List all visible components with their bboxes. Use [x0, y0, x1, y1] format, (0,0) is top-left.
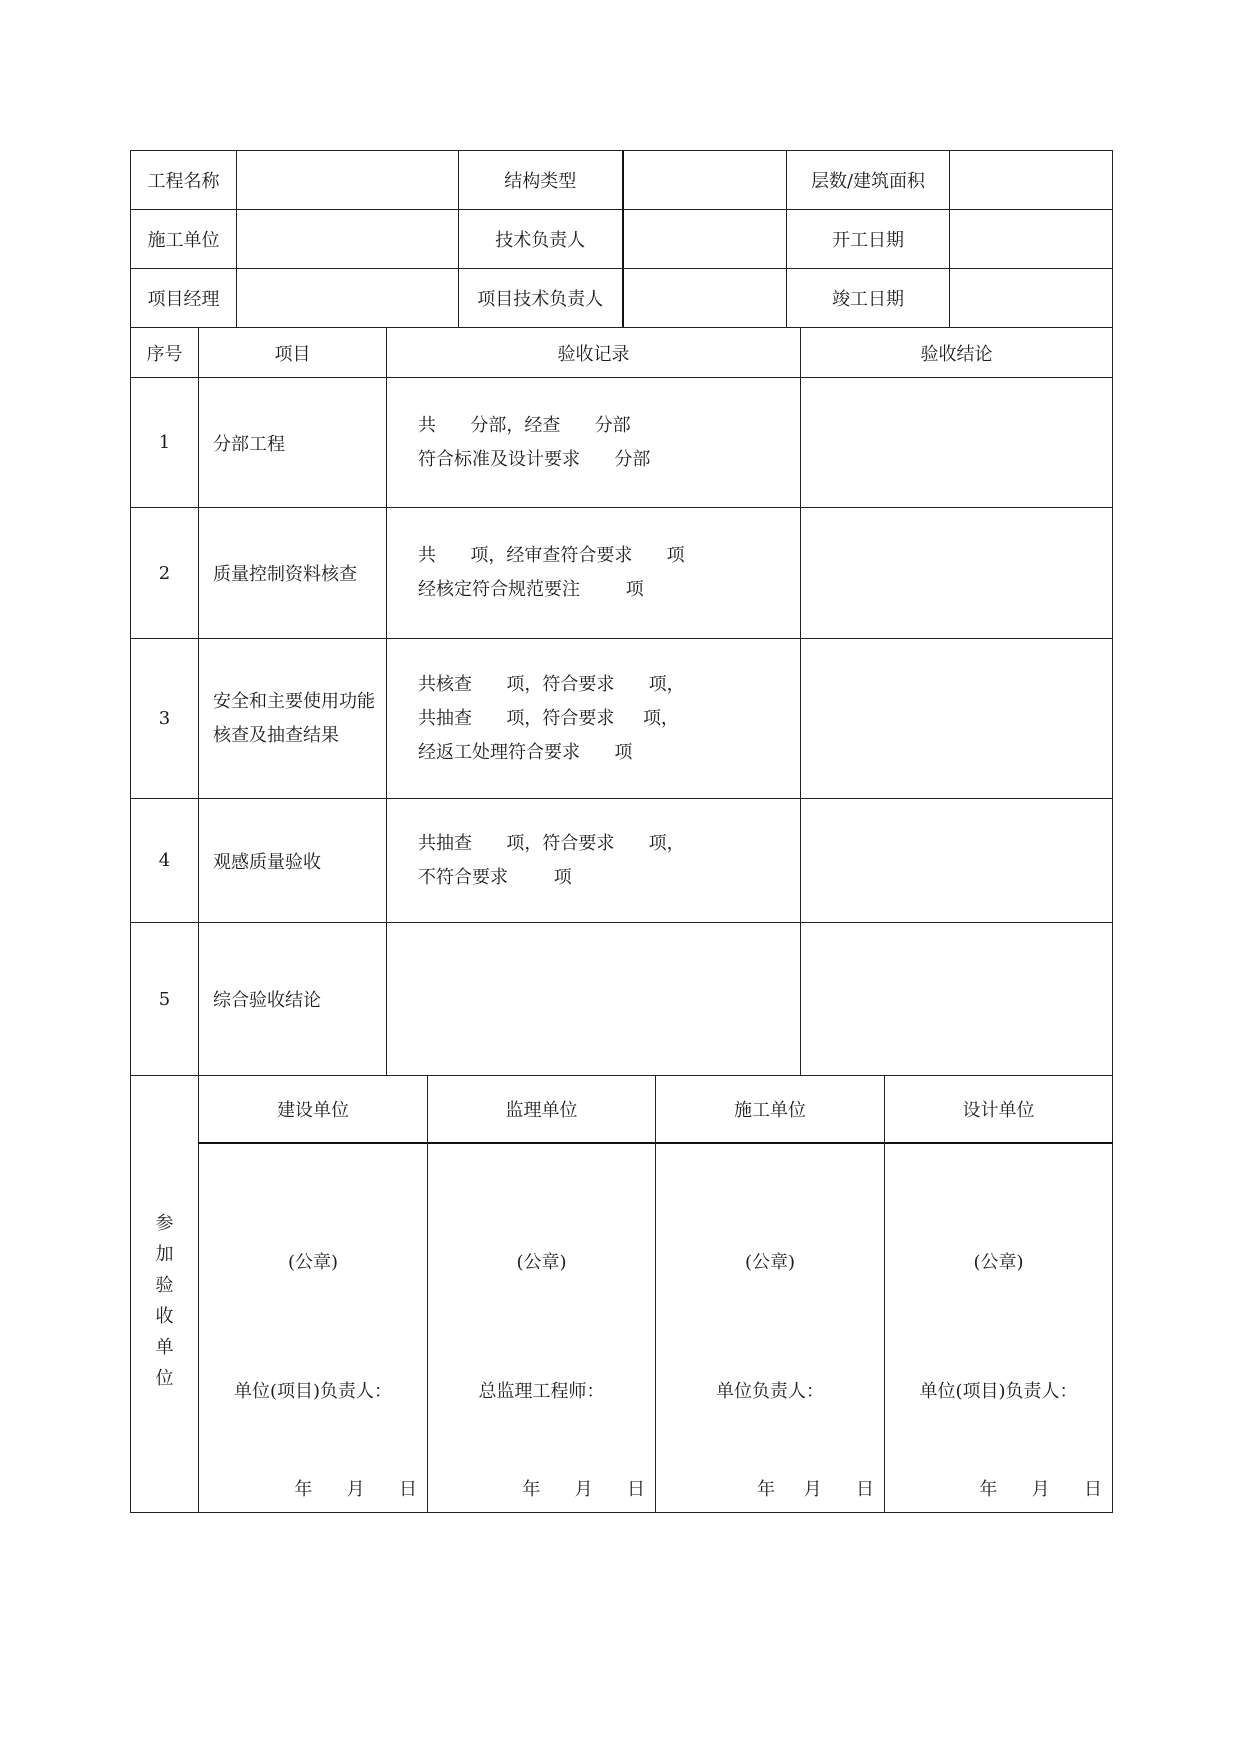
responsible-label: 总监理工程师： [478, 1380, 605, 1402]
participants-sign-row [131, 1143, 1113, 1513]
participants-header-row [131, 1076, 1113, 1143]
record-line: 共抽查 项，符合要求 项， [418, 707, 679, 729]
acceptance-items-table [130, 327, 1113, 1076]
record-line: 共核查 项，符合要求 项， [418, 673, 685, 695]
info-value-cell[interactable] [237, 269, 459, 328]
record-line: 共抽查 项，符合要求 项， [418, 832, 685, 854]
info-value-cell[interactable] [623, 210, 787, 269]
info-value-cell[interactable] [237, 210, 459, 269]
item-row [131, 799, 1113, 923]
side-char: 收 [155, 1305, 174, 1327]
seal-text: (公章) [973, 1251, 1024, 1273]
info-value-cell[interactable] [237, 151, 459, 210]
side-char: 参 [155, 1212, 174, 1234]
item-row [131, 508, 1113, 639]
info-label: 项目经理 [131, 269, 237, 328]
col-header-no: 序号 [131, 328, 199, 378]
info-value-cell[interactable] [950, 151, 1113, 210]
acceptance-form [130, 150, 1112, 1513]
item-conclusion[interactable] [801, 378, 1113, 508]
record-line: 经核定符合规范要注 项 [418, 579, 644, 600]
date-line: 年 月 日 [294, 1478, 417, 1500]
info-label: 工程名称 [131, 151, 237, 210]
info-value-cell[interactable] [950, 210, 1113, 269]
info-label: 竣工日期 [787, 269, 950, 328]
item-row [131, 639, 1113, 799]
seal-text: (公章) [516, 1251, 567, 1273]
responsible-label: 单位(项目)负责人： [233, 1380, 393, 1402]
unit-sign-cell[interactable] [428, 1143, 656, 1513]
item-name: 安全和主要使用功能核查及抽查结果 [199, 639, 387, 799]
item-record[interactable] [387, 639, 801, 799]
info-value-cell[interactable] [950, 269, 1113, 328]
unit-sign-cell[interactable] [656, 1143, 885, 1513]
item-no: 5 [131, 923, 199, 1076]
col-header-item: 项目 [199, 328, 387, 378]
date-line: 年 月 日 [757, 1478, 874, 1500]
item-conclusion[interactable] [801, 923, 1113, 1076]
item-conclusion[interactable] [801, 639, 1113, 799]
responsible-label: 单位(项目)负责人： [919, 1380, 1078, 1402]
info-row [131, 210, 1113, 269]
side-char: 位 [155, 1367, 174, 1389]
record-line: 不符合要求 项 [418, 866, 572, 888]
side-char: 加 [155, 1243, 174, 1265]
item-no: 3 [131, 639, 199, 799]
item-no: 1 [131, 378, 199, 508]
info-label: 开工日期 [787, 210, 950, 269]
seal-text: (公章) [287, 1251, 339, 1273]
item-record[interactable] [387, 378, 801, 508]
info-row [131, 151, 1113, 210]
unit-name: 监理单位 [428, 1076, 656, 1143]
unit-name: 建设单位 [199, 1076, 428, 1143]
record-line: 符合标准及设计要求 分部 [418, 448, 651, 470]
info-label: 项目技术负责人 [459, 269, 623, 328]
item-name: 质量控制资料核查 [199, 508, 387, 639]
participants-table [130, 1075, 1113, 1513]
date-line: 年 月 日 [979, 1478, 1102, 1500]
project-info-table [130, 150, 1113, 328]
unit-name: 施工单位 [656, 1076, 885, 1143]
record-line: 共 项，经审查符合要求 项 [418, 545, 685, 566]
info-row [131, 269, 1113, 328]
item-conclusion[interactable] [801, 508, 1113, 639]
seal-text: (公章) [744, 1251, 796, 1273]
participants-side-label [131, 1076, 199, 1513]
unit-name: 设计单位 [885, 1076, 1113, 1143]
info-label: 施工单位 [131, 210, 237, 269]
item-record[interactable] [387, 799, 801, 923]
item-no: 2 [131, 508, 199, 639]
record-line: 经返工处理符合要求 项 [418, 741, 633, 763]
item-record[interactable] [387, 508, 801, 639]
unit-sign-cell[interactable] [885, 1143, 1113, 1513]
column-header-row [131, 328, 1113, 378]
item-name: 综合验收结论 [199, 923, 387, 1076]
side-char: 验 [155, 1274, 174, 1296]
date-line: 年 月 日 [522, 1478, 645, 1500]
item-row [131, 923, 1113, 1076]
responsible-label: 单位负责人： [716, 1380, 824, 1402]
unit-sign-cell[interactable] [199, 1143, 428, 1513]
item-conclusion[interactable] [801, 799, 1113, 923]
info-label: 层数/建筑面积 [787, 151, 950, 210]
item-name: 观感质量验收 [199, 799, 387, 923]
item-record[interactable] [387, 923, 801, 1076]
info-value-cell[interactable] [623, 151, 787, 210]
info-label: 结构类型 [459, 151, 623, 210]
col-header-record: 验收记录 [387, 328, 801, 378]
info-value-cell[interactable] [623, 269, 787, 328]
item-no: 4 [131, 799, 199, 923]
item-name: 分部工程 [199, 378, 387, 508]
record-line: 共 分部，经查 分部 [418, 414, 631, 436]
info-label: 技术负责人 [459, 210, 623, 269]
side-char: 单 [155, 1336, 174, 1358]
col-header-conclusion: 验收结论 [801, 328, 1113, 378]
item-row [131, 378, 1113, 508]
